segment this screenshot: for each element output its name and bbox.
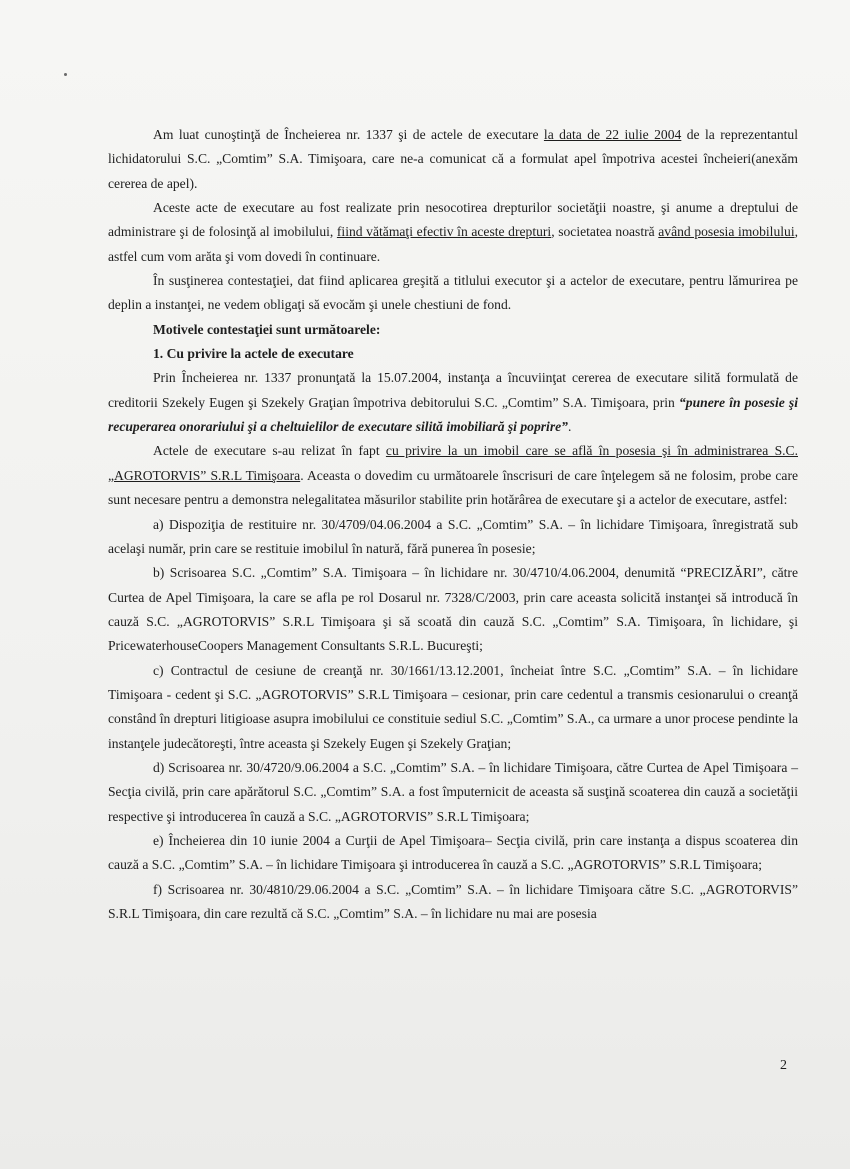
emphasized-text: “punere în posesie şi recuperarea onorariului şi a cheltuielilor de executare silită imobiliară şi poprire” bbox=[108, 394, 798, 435]
text-run: c) Contractul de cesiune de creanţă nr. 30/1661/13.12.2001, încheiat între S.C. „Comtim” S.A. – în lichidare Timişoara - cedent şi S.C. „AGROTORVIS” S.R.L Timişoara – cesionar, prin care cedentul a transmis cesionarului o creanţă constând în drepturi litigioase asupra imobilului ce constituie sediul S.C. „Comtim” S.A., ca urmare a unor procese pendinte la instanţele judecătoreşti, între aceasta şi Szekely Eugen şi Szekely Graţian; bbox=[108, 662, 798, 751]
text-run: Am luat cunoştinţă de Încheierea nr. 1337 şi de actele de executare bbox=[153, 127, 544, 142]
underlined-text: având posesia imobilului bbox=[658, 224, 795, 240]
body-paragraph bbox=[108, 123, 798, 196]
text-run: , astfel cum vom arăta şi vom dovedi în continuare. bbox=[108, 224, 799, 264]
body-paragraph bbox=[108, 269, 798, 318]
text-run: Prin Încheierea nr. 1337 pronunţată la 15.07.2004, instanţa a încuviinţat cererea de executare silită formulată de creditorii Szekely Eugen şi Szekely Graţian împotriva debitorului S.C. „Comtim” S.A. Timişoara, prin bbox=[108, 370, 798, 410]
body-paragraph bbox=[108, 878, 798, 927]
body-paragraph bbox=[108, 196, 798, 269]
text-run: Aceste acte de executare au fost realizate prin nesocotirea drepturilor societăţii noastre, şi anume a dreptului de administrare şi de folosinţă al imobilului, bbox=[108, 200, 798, 240]
text-run: În susţinerea contestaţiei, dat fiind aplicarea greşită a titlului executor şi a actelor de executare, pentru lămurirea pe deplin a instanţei, ne vedem obligaţi să evocăm şi unele chestiuni de fond. bbox=[108, 273, 798, 313]
text-run: . bbox=[567, 419, 572, 435]
text-run: de la reprezentantul lichidatorului S.C. „Comtim” S.A. Timişoara, care ne-a comunicat că a formulat apel împotriva acestei încheieri(anexăm cererea de apel). bbox=[108, 127, 799, 191]
document-body bbox=[108, 123, 798, 926]
section-heading bbox=[108, 318, 798, 342]
text-run: , societatea noastră bbox=[551, 224, 659, 240]
body-paragraph bbox=[108, 561, 798, 658]
text-run: Actele de executare s-au relizat în fapt bbox=[153, 443, 386, 459]
section-heading bbox=[108, 342, 798, 366]
body-paragraph bbox=[108, 829, 798, 878]
underlined-text: cu privire la un imobil care se află în posesia şi în administrarea S.C. „AGROTORVIS” S.R.L Timişoara bbox=[108, 443, 798, 483]
text-run: Motivele contestaţiei sunt următoarele: bbox=[153, 321, 381, 337]
body-paragraph bbox=[108, 366, 798, 439]
body-paragraph bbox=[108, 756, 798, 829]
text-run: a) Dispoziţia de restituire nr. 30/4709/04.06.2004 a S.C. „Comtim” S.A. – în lichidare Timişoara, înregistrată sub acelaşi număr, prin care se restituie imobilul în natură, fără punerea în posesie; bbox=[108, 516, 798, 556]
body-paragraph bbox=[108, 513, 798, 562]
text-run: e) Încheierea din 10 iunie 2004 a Curţii de Apel Timişoara– Secţia civilă, prin care instanţa a dispus scoaterea din cauză a S.C. „Comtim” S.A. – în lichidare Timişoara şi introducerea în cauză a S.C. „AGROTORVIS” S.R.L Timişoara; bbox=[108, 832, 798, 873]
body-paragraph bbox=[108, 439, 798, 512]
scan-speck bbox=[64, 73, 67, 76]
text-run: 1. Cu privire la actele de executare bbox=[153, 346, 354, 362]
underlined-text: la data de 22 iulie 2004 bbox=[543, 127, 682, 142]
underlined-text: fiind vătămaţi efectiv în aceste drepturi bbox=[336, 224, 552, 240]
text-run: f) Scrisoarea nr. 30/4810/29.06.2004 a S.C. „Comtim” S.A. – în lichidare Timişoara către S.C. „AGROTORVIS” S.R.L Timişoara, din care rezultă că S.C. „Comtim” S.A. – în lichidare nu mai are posesia bbox=[108, 881, 798, 921]
body-paragraph bbox=[108, 659, 798, 756]
text-run: d) Scrisoarea nr. 30/4720/9.06.2004 a S.C. „Comtim” S.A. – în lichidare Timişoara, către Curtea de Apel Timişoara – Secţia civilă, prin care apărătorul S.C. „Comtim” S.A. a fost împuternicit de aceasta să susţină scoaterea din cauză a societăţii respective şi introducerea în cauză a S.C. „AGROTORVIS” S.R.L Timişoara; bbox=[108, 759, 798, 824]
page-number: 2 bbox=[780, 1058, 787, 1073]
text-run: b) Scrisoarea S.C. „Comtim” S.A. Timişoara – în lichidare nr. 30/4710/4.06.2004, denumită “PRECIZĂRI”, către Curtea de Apel Timişoara, la care se afla pe rol Dosarul nr. 7328/C/2003, prin care aceasta solicită instanţei să introducă în cauză S.C. „AGROTORVIS” S.R.L Timişoara şi să scoată din cauză S.C. „Comtim” S.A. Timişoara, în lichidare, şi PricewaterhouseCoopers Management Consultants S.R.L. Bucureşti; bbox=[108, 565, 798, 654]
text-run: . Aceasta o dovedim cu următoarele înscrisuri de care înţelegem să ne folosim, probe care sunt necesare pentru a demonstra nelegalitatea măsurilor stabilite prin hotărârea de executare şi a actelor de executare, astfel: bbox=[108, 467, 799, 508]
